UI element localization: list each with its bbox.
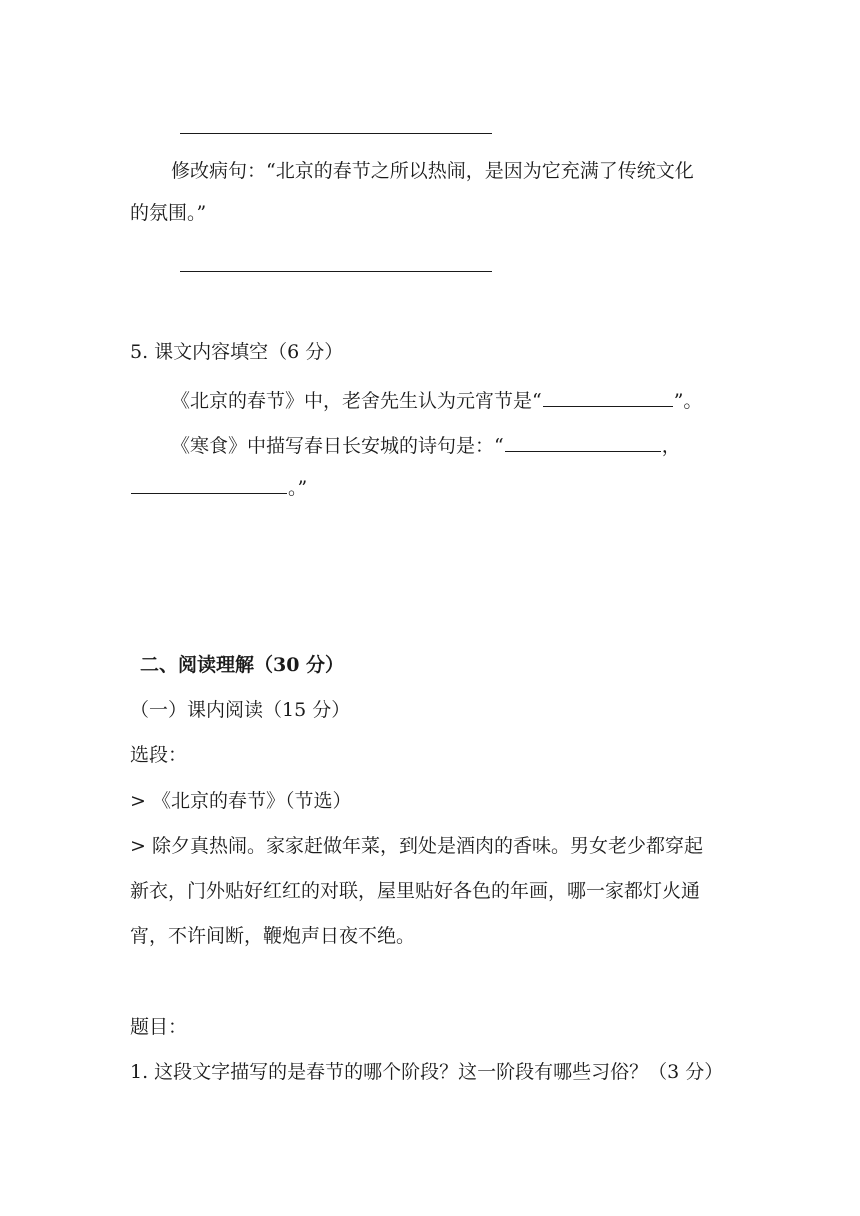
passage-line-2: 新衣，门外贴好红红的对联，屋里贴好各色的年画，哪一家都灯火通 — [130, 880, 701, 902]
answer-line-1[interactable] — [180, 133, 492, 134]
fill-blank-2[interactable] — [505, 431, 661, 452]
item-1-prefix: 《北京的春节》中，老舍先生认为元宵节是“ — [171, 390, 542, 412]
question-5-item-2-continuation — [130, 473, 307, 498]
question-5-item-2 — [171, 431, 681, 456]
question-5-item-1 — [171, 386, 702, 411]
answer-line-2[interactable] — [180, 271, 492, 272]
questions-label: 题目： — [130, 1016, 188, 1038]
revise-sentence-continuation: 的氛围。” — [130, 202, 207, 224]
fill-blank-3[interactable] — [131, 473, 287, 494]
item-2-comma: ， — [661, 435, 681, 457]
fill-blank-1[interactable] — [543, 386, 673, 407]
passage-line-1: > 除夕真热闹。家家赶做年菜，到处是酒肉的香味。男女老少都穿起 — [130, 835, 703, 857]
subsection-1-title: （一）课内阅读（15 分） — [130, 699, 351, 721]
passage-label: 选段： — [130, 744, 188, 766]
question-1: 1. 这段文字描写的是春节的哪个阶段？这一阶段有哪些习俗？（3 分） — [130, 1061, 724, 1083]
question-5-title: 5. 课文内容填空（6 分） — [130, 341, 344, 363]
section-2-title: 二、阅读理解（30 分） — [140, 654, 345, 676]
revise-sentence-prompt: 修改病句：“北京的春节之所以热闹，是因为它充满了传统文化 — [171, 160, 694, 182]
item-2-prefix: 《寒食》中描写春日长安城的诗句是：“ — [171, 435, 504, 457]
item-1-suffix: ”。 — [673, 390, 703, 412]
passage-line-3: 宵，不许间断，鞭炮声日夜不绝。 — [130, 925, 416, 947]
passage-source: > 《北京的春节》（节选） — [130, 790, 352, 812]
item-2-end: 。” — [288, 477, 308, 499]
